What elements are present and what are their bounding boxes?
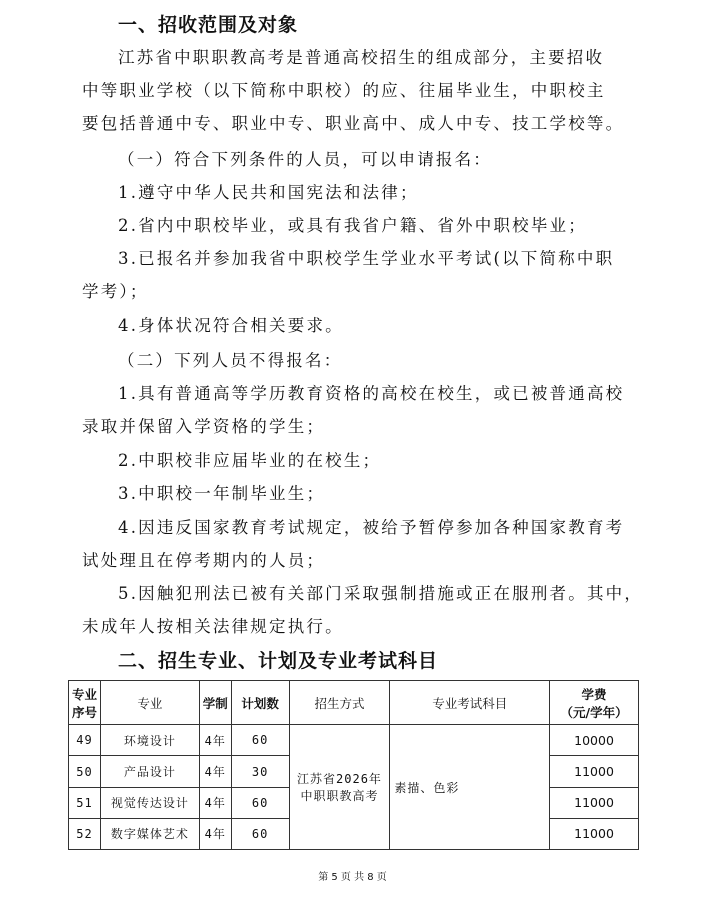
list-item: 1.具有普通高等学历教育资格的高校在校生，或已被普通高校 [118,384,625,403]
page-footer: 第 5 页 共 8 页 [318,872,387,883]
list-item: 学考）； [82,282,149,301]
subheading-ineligible: （二）下列人员不得报名： [118,351,343,370]
cell-duration: 4年 [199,818,231,849]
cell-major: 环境设计 [100,725,199,756]
cell-major: 数字媒体艺术 [100,818,199,849]
cell-plan: 60 [231,725,289,756]
cell-plan: 30 [231,756,289,787]
list-item: 2.中职校非应届毕业的在校生； [118,451,382,470]
cell-fee: 11000 [550,787,639,818]
header-duration: 学制 [199,681,231,725]
list-item: 未成年人按相关法律规定执行。 [82,617,344,636]
cell-seq: 50 [69,756,101,787]
cell-duration: 4年 [199,725,231,756]
table-header-row [69,681,639,725]
section2-heading: 二、招生专业、计划及专业考试科目 [118,650,439,672]
list-item: 4.因违反国家教育考试规定，被给予暂停参加各种国家教育考 [118,518,625,537]
subheading-eligible: （一）符合下列条件的人员，可以申请报名： [118,150,492,169]
section1-heading: 一、招收范围及对象 [118,14,299,36]
cell-plan: 60 [231,818,289,849]
cell-major: 产品设计 [100,756,199,787]
cell-duration: 4年 [199,756,231,787]
header-method: 招生方式 [289,681,390,725]
cell-plan: 60 [231,787,289,818]
cell-seq: 49 [69,725,101,756]
list-item: 5.因触犯刑法已被有关部门采取强制措施或正在服刑者。其中， [118,584,644,603]
paragraph-line: 江苏省中职职教高考是普通高校招生的组成部分，主要招收 [118,48,605,67]
table-row [69,725,639,756]
list-item: 3.中职校一年制毕业生； [118,484,326,503]
list-item: 3.已报名并参加我省中职校学生学业水平考试(以下简称中职 [118,249,615,268]
paragraph-line: 中等职业学校（以下简称中职校）的应、往届毕业生，中职校主 [82,81,606,100]
cell-subjects: 素描、色彩 [390,725,550,850]
header-plan: 计划数 [231,681,289,725]
paragraph-line: 要包括普通中专、职业中专、职业高中、成人中专、技工学校等。 [82,114,625,133]
list-item: 2.省内中职校毕业，或具有我省户籍、省外中职校毕业； [118,216,587,235]
header-seq: 专业 序号 [69,681,101,725]
cell-duration: 4年 [199,787,231,818]
header-major: 专业 [100,681,199,725]
cell-fee: 11000 [550,756,639,787]
list-item: 试处理且在停考期内的人员； [82,551,326,570]
cell-major: 视觉传达设计 [100,787,199,818]
list-item: 1.遵守中华人民共和国宪法和法律； [118,183,419,202]
cell-seq: 52 [69,818,101,849]
cell-seq: 51 [69,787,101,818]
cell-fee: 10000 [550,725,639,756]
cell-method: 江苏省2026年 中职职教高考 [289,725,390,850]
header-fee: 学费 （元/学年） [550,681,639,725]
list-item: 录取并保留入学资格的学生； [82,417,326,436]
enrollment-table [68,680,639,850]
list-item: 4.身体状况符合相关要求。 [118,316,344,335]
header-subjects: 专业考试科目 [390,681,550,725]
cell-fee: 11000 [550,818,639,849]
